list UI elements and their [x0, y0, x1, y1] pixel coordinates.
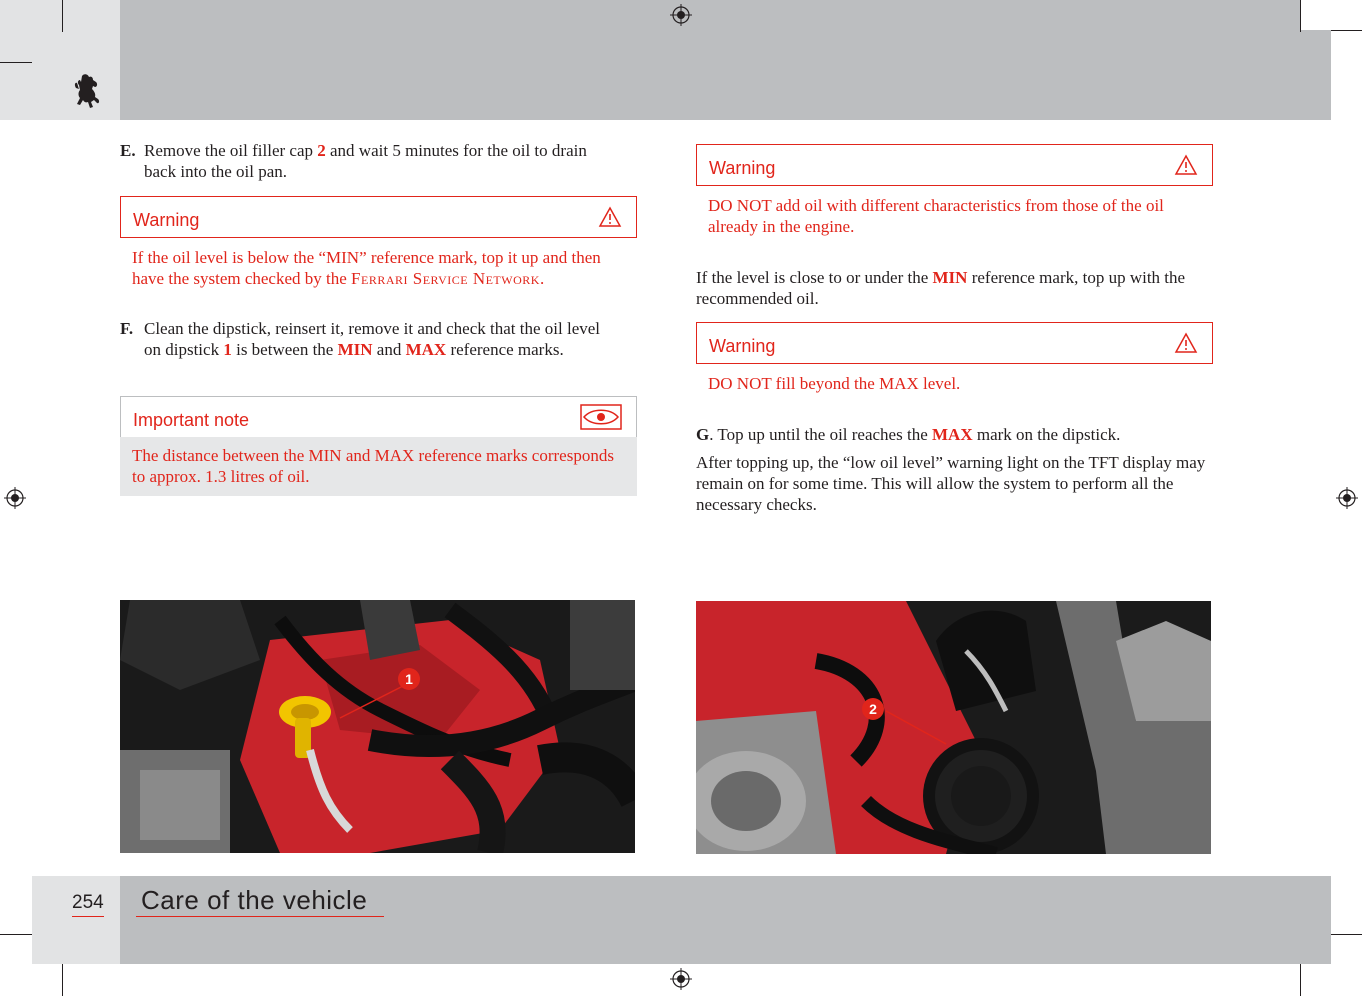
step-text: is between the	[231, 340, 338, 359]
registration-mark-icon	[1336, 487, 1358, 509]
max-mark: MAX	[932, 425, 973, 444]
callout-badge: 1	[398, 668, 420, 690]
section-title-underline	[136, 916, 384, 917]
note-body: The distance between the MIN and MAX reference marks corresponds to approx. 1.3 litres of oil.	[132, 446, 614, 486]
warning-box	[696, 322, 1213, 364]
step-e	[120, 140, 610, 182]
paragraph	[696, 267, 1206, 309]
brand-name: Ferrari Service Network	[351, 269, 540, 288]
paragraph: After topping up, the “low oil level” warning light on the TFT display may remain on for some time. This will allow the system to perform all the necessary checks.	[696, 453, 1206, 514]
registration-mark-icon	[670, 4, 692, 26]
engine-photo-filler-cap	[696, 601, 1211, 854]
crop-mark	[62, 0, 63, 32]
prancing-horse-logo-icon	[74, 72, 104, 110]
header-band	[120, 0, 1300, 120]
callout-line	[120, 600, 635, 853]
step-text: . Top up until the oil reaches the	[709, 425, 932, 444]
callout-ref: 1	[223, 340, 232, 359]
step-label: F.	[120, 319, 134, 338]
header-band-right	[1300, 30, 1331, 120]
warning-title: Warning	[133, 210, 200, 230]
registration-mark-icon	[4, 487, 26, 509]
crop-mark	[0, 62, 32, 63]
step-text: and	[372, 340, 406, 359]
crop-mark	[1331, 30, 1362, 31]
step-label: G	[696, 425, 710, 444]
important-note-box	[120, 396, 637, 438]
warning-title: Warning	[709, 158, 776, 178]
warning-triangle-icon	[1174, 332, 1198, 354]
registration-mark-icon	[670, 968, 692, 990]
warning-box	[696, 144, 1213, 186]
engine-photo-dipstick	[120, 600, 635, 853]
warning-text: If the oil level is below the “MIN” reference mark, top it up and then have the system checked by the	[132, 248, 601, 288]
callout-line	[696, 601, 1211, 854]
crop-mark	[1331, 934, 1362, 935]
eye-icon	[580, 404, 622, 430]
warning-triangle-icon	[1174, 154, 1198, 176]
crop-mark	[1300, 0, 1301, 32]
callout-badge: 2	[862, 698, 884, 720]
warning-body	[132, 247, 632, 289]
crop-mark	[0, 934, 32, 935]
warning-box	[120, 196, 637, 238]
step-text: and wait 5 minutes for the oil to drain back into the oil pan.	[144, 141, 587, 181]
footer-band-left	[32, 876, 120, 964]
crop-mark	[62, 964, 63, 996]
warning-triangle-icon	[598, 206, 622, 228]
min-mark: MIN	[932, 268, 968, 287]
max-mark: MAX	[405, 340, 447, 359]
callout-ref: 2	[317, 141, 326, 160]
step-label: E.	[120, 141, 136, 160]
section-title: Care of the vehicle	[141, 885, 368, 915]
step-f	[120, 318, 620, 360]
paragraph-text: If the level is close to or under the	[696, 268, 933, 287]
step-text: mark on the dipstick.	[972, 425, 1121, 444]
note-title: Important note	[133, 410, 250, 430]
step-text: Remove the oil filler cap	[144, 141, 318, 160]
warning-body: DO NOT fill beyond the MAX level.	[708, 374, 961, 393]
step-g	[696, 424, 1206, 445]
paragraph-text: reference mark, top up with the recommended oil.	[696, 268, 1186, 308]
step-text: Clean the dipstick, reinsert it, remove it and check that the oil level on dipstick	[144, 319, 601, 359]
warning-text: .	[539, 269, 545, 288]
crop-mark	[1300, 964, 1301, 996]
warning-body: DO NOT add oil with different characteristics from those of the oil already in the engine.	[708, 196, 1164, 236]
warning-title: Warning	[709, 336, 776, 356]
step-text: reference marks.	[446, 340, 564, 359]
page-number: 254	[72, 892, 104, 917]
min-mark: MIN	[337, 340, 373, 359]
